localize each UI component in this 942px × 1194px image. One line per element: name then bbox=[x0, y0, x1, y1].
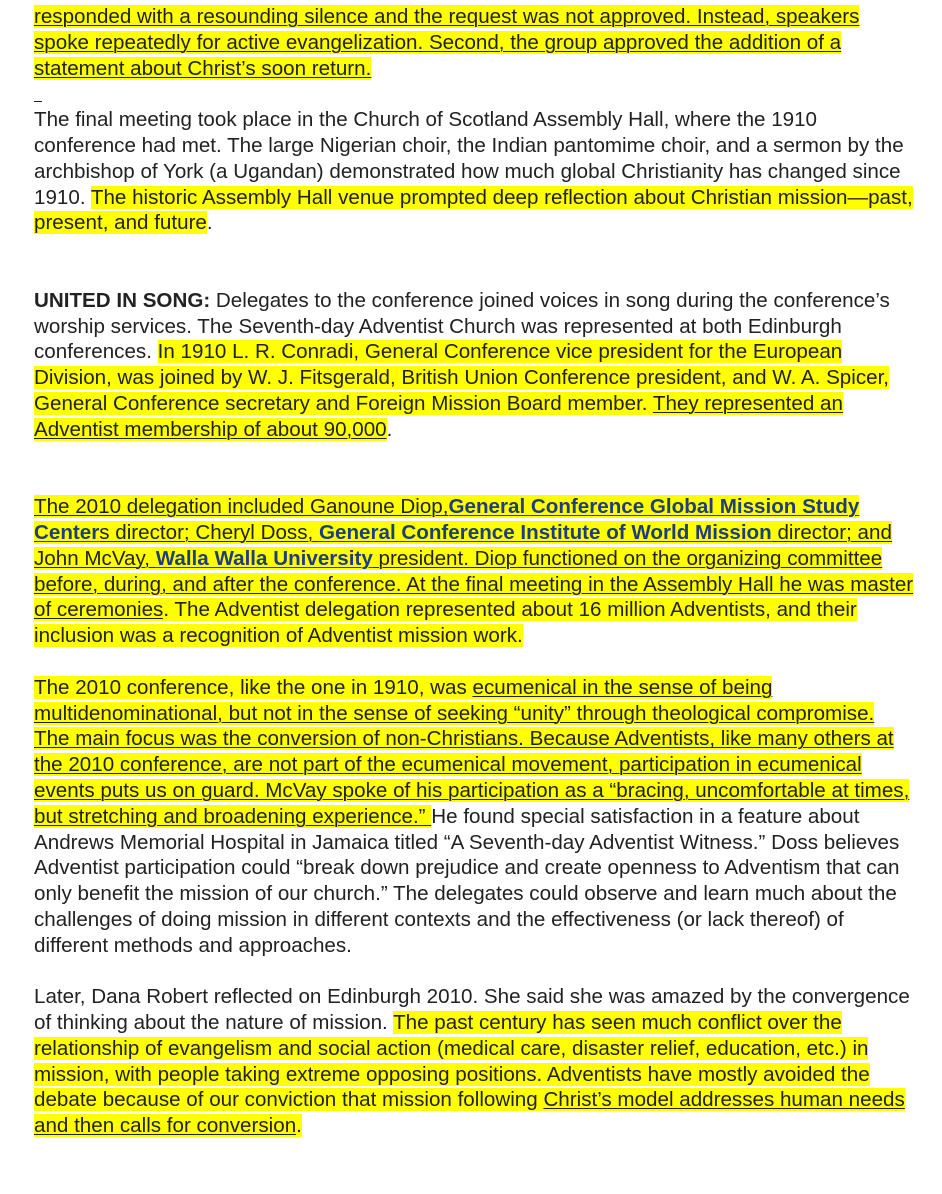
stray-dash bbox=[34, 81, 914, 107]
paragraph-final-meeting bbox=[34, 107, 914, 236]
link-walla-walla-university[interactable]: Walla Walla University bbox=[155, 546, 373, 570]
highlighted-text: The 2010 conference, like the one in 1910, was bbox=[34, 675, 473, 699]
highlighted-text: responded with a resounding silence and the request was not approved. Instead, speakers spoke repeatedly for active evangelization. Second, the group approved the addition of a statement about Christ’s soon return. bbox=[34, 5, 860, 80]
highlighted-text: The past century has seen much conflict over the relationship of evangelism and social action (medical care, disaster relief, education, etc.) in mission, with people taking extreme opposing positions. Adventists have mostly avoided the debate because of our conviction that mission following bbox=[34, 1011, 870, 1112]
highlighted-text: s director; Cheryl Doss, bbox=[99, 520, 319, 544]
link-global-mission-study-center[interactable]: General Conference Global Mission Study Center bbox=[34, 495, 860, 544]
highlighted-text: Christ’s model addresses human needs and then calls for conversion bbox=[34, 1088, 905, 1138]
highlighted-text: director; and John McVay, bbox=[34, 520, 892, 570]
highlighted-text: The 2010 delegation included Ganoune Diop, bbox=[34, 495, 449, 519]
section-lead: UNITED IN SONG: bbox=[34, 288, 211, 312]
body-text: The final meeting took place in the Church of Scotland Assembly Hall, where the 1910 conference had met. The large Nigerian choir, the Indian pantomime choir, and a sermon by the archbishop of York (a Ugandan) demonstrated how much global Christianity has changed since 1910. bbox=[34, 108, 904, 209]
paragraph-gap bbox=[34, 649, 914, 675]
highlighted-text: The main focus was the conversion of non-Christians. Because Adventists, like many others at the 2010 conference, are not part of the ecumenical movement, participation in ecumenical events puts us on guard. McVay spoke of his participation as a “bracing, uncomfortable at times, but stretching and broadening experience.” bbox=[34, 727, 910, 828]
highlighted-text: president. Diop functioned on the organizing committee before, during, and after the conference. At the final meeting in the Assembly Hall he was master of ceremonies bbox=[34, 546, 914, 622]
document-page bbox=[34, 4, 914, 1139]
body-text: Later, Dana Robert reflected on Edinburgh 2010. She said she was amazed by the convergence of thinking about the nature of mission. bbox=[34, 985, 910, 1035]
paragraph-dana-robert bbox=[34, 984, 914, 1139]
paragraph-gap bbox=[34, 443, 914, 495]
paragraph-gap bbox=[34, 236, 914, 288]
link-institute-of-world-mission[interactable]: General Conference Institute of World Mission bbox=[318, 520, 772, 544]
highlighted-text: The historic Assembly Hall venue prompted deep reflection about Christian mission—past, present, and future bbox=[34, 185, 913, 235]
highlighted-text: . bbox=[296, 1114, 302, 1138]
body-text: . bbox=[386, 417, 393, 441]
highlighted-text: In 1910 L. R. Conradi, General Conference vice president for the European Division, was joined by W. J. Fitsgerald, British Union Conference president, and W. A. Spicer, General Conference secretary and Foreign Mission Board member. bbox=[34, 340, 890, 415]
paragraph-2010-delegation bbox=[34, 494, 914, 649]
body-text: . bbox=[206, 211, 213, 235]
dash-mark bbox=[34, 101, 42, 102]
paragraph-united-in-song bbox=[34, 288, 914, 443]
paragraph-gap bbox=[34, 958, 914, 984]
highlighted-text: . The Adventist delegation represented about 16 million Adventists, and their inclusion was a recognition of Adventist mission work. bbox=[34, 598, 857, 648]
body-text: Delegates to the conference joined voices in song during the conference’s worship services. The Seventh-day Adventist Church was represented at both Edinburgh conferences. bbox=[34, 288, 890, 364]
body-text: He found special satisfaction in a feature about Andrews Memorial Hospital in Jamaica titled “A Seventh-day Adventist Witness.” Doss believes Adventist participation could “break down prejudice and create openness to Adventism that can only benefit the mission of our church.” The delegates could observe and learn much about the challenges of doing mission in different contexts and the effectiveness (or lack thereof) of different methods and approaches. bbox=[34, 804, 900, 957]
paragraph-evangelization bbox=[34, 4, 914, 81]
highlighted-text: ecumenical in the sense of being multidenominational, but not in the sense of seeking “unity” through theological compromise. bbox=[34, 675, 875, 725]
paragraph-2010-conference bbox=[34, 675, 914, 959]
highlighted-text: They represented an Adventist membership of about 90,000 bbox=[34, 391, 843, 441]
